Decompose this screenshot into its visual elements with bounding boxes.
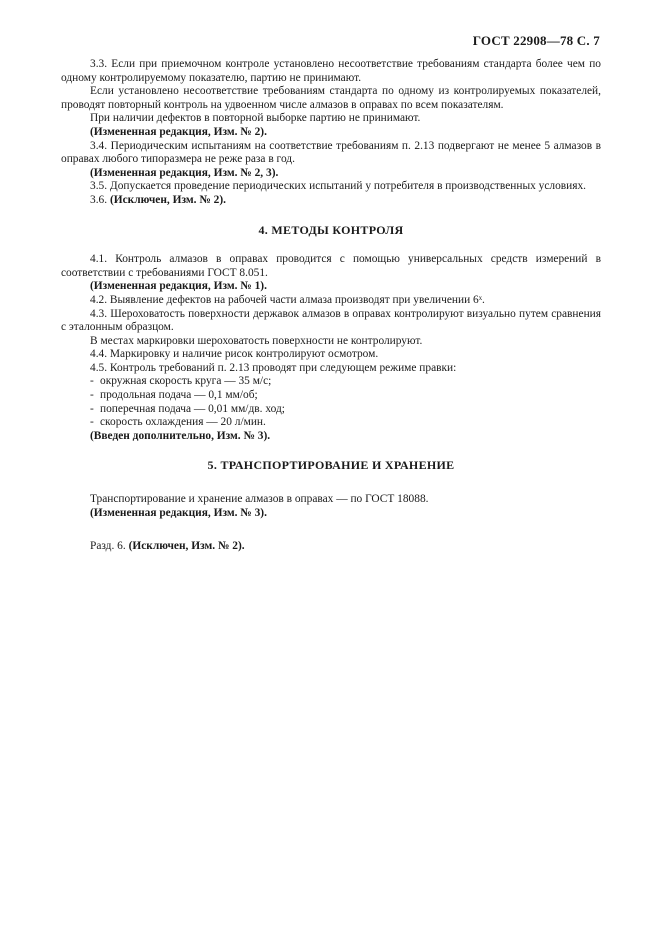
list-item <box>61 375 601 389</box>
section-4-heading: 4. МЕТОДЫ КОНТРОЛЯ <box>258 222 404 237</box>
paragraph-3-6-number: 3.6. <box>90 193 108 206</box>
paragraph-3-3-b: Если установлено несоответствие требованиям стандарта по одному из контролируемых показателей, проводят повторный контроль на удвоенном числе алмазов в оправах по всем показателям. <box>61 85 601 111</box>
paragraph-3-6 <box>61 194 601 208</box>
amendment-note-4-1: (Измененная редакция, Изм. № 1). <box>90 280 267 293</box>
paragraph-3-5: 3.5. Допускается проведение периодических испытаний у потребителя в производственных условиях. <box>90 180 587 193</box>
section-5-heading: 5. ТРАНСПОРТИРОВАНИЕ И ХРАНЕНИЕ <box>207 458 455 473</box>
paragraph-4-2: 4.2. Выявление дефектов на рабочей части алмаза производят при увеличении 6ˣ. <box>90 293 485 306</box>
list-dash: - <box>90 375 94 388</box>
amendment-note-4-5: (Введен дополнительно, Изм. № 3). <box>90 429 271 442</box>
section-6-note <box>61 540 601 554</box>
paragraph-3-3: 3.3. Если при приемочном контроле установлено несоответствие требованиям стандарта более чем по одному контролируемому показателю, партию не принимают. <box>61 58 601 84</box>
page-content <box>61 58 601 554</box>
paragraph-3-6-note: (Исключен, Изм. № 2). <box>109 193 226 206</box>
list-dash: - <box>90 416 94 429</box>
amendment-note-3-3: (Измененная редакция, Изм. № 2). <box>90 125 267 138</box>
list-item-text: продольная подача — 0,1 мм/об; <box>100 389 258 402</box>
paragraph-4-5: 4.5. Контроль требований п. 2.13 проводят при следующем режиме правки: <box>90 361 457 374</box>
list-item-text: окружная скорость круга — 35 м/с; <box>100 375 272 388</box>
section-6-excluded: (Исключен, Изм. № 2). <box>128 540 245 553</box>
paragraph-4-3-b: В местах маркировки шероховатость поверхности не контролируют. <box>90 334 423 347</box>
paragraph-5: Транспортирование и хранение алмазов в оправах — по ГОСТ 18088. <box>90 493 429 506</box>
paragraph-4-4: 4.4. Маркировку и наличие рисок контролируют осмотром. <box>90 348 379 361</box>
amendment-note-5: (Измененная редакция, Изм. № 3). <box>90 506 267 519</box>
list-dash: - <box>90 402 94 415</box>
list-item <box>61 403 601 417</box>
paragraph-4-1: 4.1. Контроль алмазов в оправах проводится с помощью универсальных средств измерений в соответствии с требованиями ГОСТ 8.051. <box>61 253 601 279</box>
paragraph-3-4: 3.4. Периодическим испытаниям на соответствие требованиям п. 2.13 подвергают не менее 5 алмазов в оправах любого типоразмера не реже раза в год. <box>61 139 601 166</box>
list-item <box>61 389 601 403</box>
paragraph-4-3: 4.3. Шероховатость поверхности державок алмазов в оправах контролируют визуально путем сравнения с эталонным образцом. <box>61 307 601 334</box>
list-item-text: поперечная подача — 0,01 мм/дв. ход; <box>100 402 285 415</box>
list-item <box>61 416 601 430</box>
amendment-note-3-4: (Измененная редакция, Изм. № 2, 3). <box>90 166 279 179</box>
list-dash: - <box>90 389 94 402</box>
section-6-label: Разд. 6. <box>90 540 126 553</box>
list-item-text: скорость охлаждения — 20 л/мин. <box>100 416 266 429</box>
page-header: ГОСТ 22908—78 С. 7 <box>472 33 600 48</box>
paragraph-3-3-c: При наличии дефектов в повторной выборке партию не принимают. <box>90 112 421 125</box>
